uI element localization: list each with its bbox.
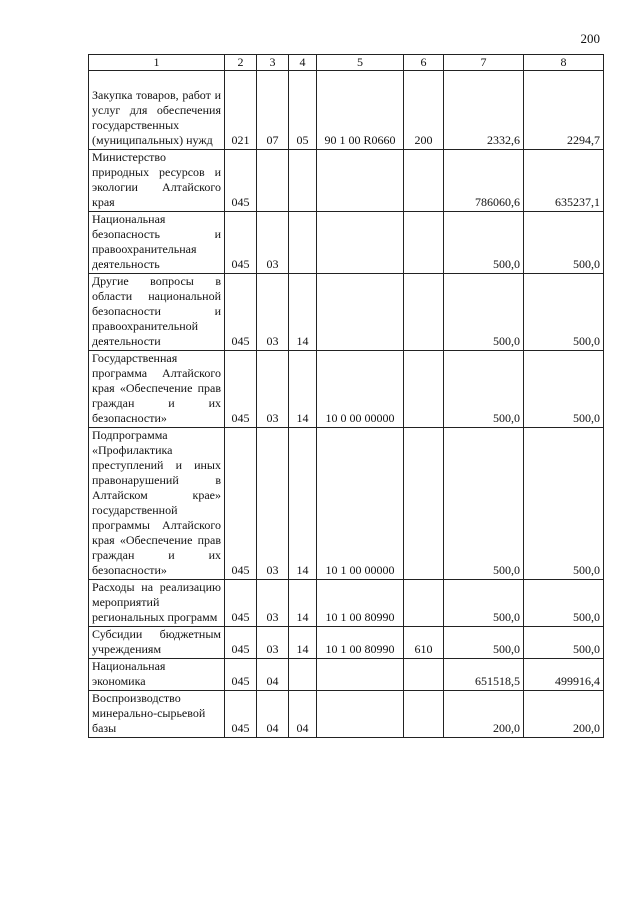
cell-subsection: 14 [289,580,317,627]
row-name: Воспроизводство минерально-сырьевой базы [89,691,225,738]
column-header: 3 [257,55,289,71]
table-row [89,691,604,738]
cell-grbs: 045 [225,212,257,274]
cell-sum-1: 200,0 [444,691,524,738]
cell-expense-type [404,580,444,627]
row-name: Национальная безопасность и правоохранительная деятельность [89,212,225,274]
column-header: 4 [289,55,317,71]
cell-expense-type [404,351,444,428]
cell-subsection: 05 [289,71,317,150]
cell-expense-type [404,212,444,274]
column-header: 1 [89,55,225,71]
row-name: Закупка товаров, работ и услуг для обеспечения государственных (муниципальных) нужд [89,71,225,150]
cell-grbs: 045 [225,627,257,659]
cell-grbs: 045 [225,428,257,580]
cell-sum-1: 500,0 [444,428,524,580]
cell-sum-2: 500,0 [524,627,604,659]
table-row [89,274,604,351]
cell-sum-2: 500,0 [524,580,604,627]
cell-subsection: 14 [289,428,317,580]
cell-subsection [289,150,317,212]
column-header: 7 [444,55,524,71]
cell-section: 03 [257,580,289,627]
cell-subsection: 14 [289,274,317,351]
cell-section: 03 [257,274,289,351]
cell-target-article: 10 1 00 00000 [317,428,404,580]
cell-section: 04 [257,691,289,738]
cell-sum-1: 651518,5 [444,659,524,691]
cell-target-article: 90 1 00 R0660 [317,71,404,150]
cell-target-article: 10 0 00 00000 [317,351,404,428]
cell-section: 07 [257,71,289,150]
cell-grbs: 045 [225,580,257,627]
column-header: 6 [404,55,444,71]
cell-sum-2: 500,0 [524,351,604,428]
cell-sum-1: 500,0 [444,274,524,351]
cell-subsection: 14 [289,627,317,659]
budget-table [88,54,604,738]
cell-section: 03 [257,627,289,659]
cell-expense-type [404,274,444,351]
column-header: 2 [225,55,257,71]
row-name: Расходы на реализацию мероприятий региональных программ [89,580,225,627]
row-name: Государственная программа Алтайского края «Обеспечение прав граждан и их безопасности» [89,351,225,428]
table-row [89,627,604,659]
cell-grbs: 045 [225,659,257,691]
column-header: 5 [317,55,404,71]
table-row [89,150,604,212]
cell-target-article: 10 1 00 80990 [317,580,404,627]
cell-sum-2: 635237,1 [524,150,604,212]
row-name: Другие вопросы в области национальной безопасности и правоохранительной деятельности [89,274,225,351]
row-name: Министерство природных ресурсов и экологии Алтайского края [89,150,225,212]
cell-sum-2: 500,0 [524,428,604,580]
cell-target-article: 10 1 00 80990 [317,627,404,659]
row-name: Подпрограмма «Профилактика преступлений и иных правонарушений в Алтайском крае» государственной программы Алтайского края «Обеспечение прав граждан и их безопасности» [89,428,225,580]
cell-grbs: 045 [225,150,257,212]
cell-sum-1: 500,0 [444,351,524,428]
table-row [89,351,604,428]
row-name: Национальная экономика [89,659,225,691]
table-row [89,428,604,580]
cell-target-article [317,274,404,351]
cell-grbs: 045 [225,351,257,428]
cell-sum-1: 500,0 [444,212,524,274]
cell-expense-type [404,659,444,691]
table-row [89,659,604,691]
cell-subsection [289,659,317,691]
column-header: 8 [524,55,604,71]
cell-target-article [317,212,404,274]
cell-section: 04 [257,659,289,691]
cell-sum-2: 2294,7 [524,71,604,150]
row-name: Субсидии бюджетным учреждениям [89,627,225,659]
cell-expense-type [404,691,444,738]
page-number: 200 [580,31,600,46]
cell-sum-1: 2332,6 [444,71,524,150]
cell-subsection: 14 [289,351,317,428]
cell-sum-2: 499916,4 [524,659,604,691]
cell-subsection [289,212,317,274]
table-row [89,71,604,150]
cell-sum-1: 500,0 [444,627,524,659]
cell-sum-2: 500,0 [524,274,604,351]
cell-expense-type [404,150,444,212]
cell-sum-1: 786060,6 [444,150,524,212]
cell-grbs: 045 [225,691,257,738]
table-row [89,212,604,274]
cell-section: 03 [257,212,289,274]
cell-expense-type [404,428,444,580]
cell-section: 03 [257,428,289,580]
cell-grbs: 021 [225,71,257,150]
table-row [89,580,604,627]
column-number-row [89,55,604,71]
cell-target-article [317,691,404,738]
cell-section [257,150,289,212]
cell-sum-1: 500,0 [444,580,524,627]
cell-expense-type: 200 [404,71,444,150]
cell-expense-type: 610 [404,627,444,659]
cell-sum-2: 500,0 [524,212,604,274]
cell-section: 03 [257,351,289,428]
cell-subsection: 04 [289,691,317,738]
cell-grbs: 045 [225,274,257,351]
cell-target-article [317,659,404,691]
cell-target-article [317,150,404,212]
cell-sum-2: 200,0 [524,691,604,738]
